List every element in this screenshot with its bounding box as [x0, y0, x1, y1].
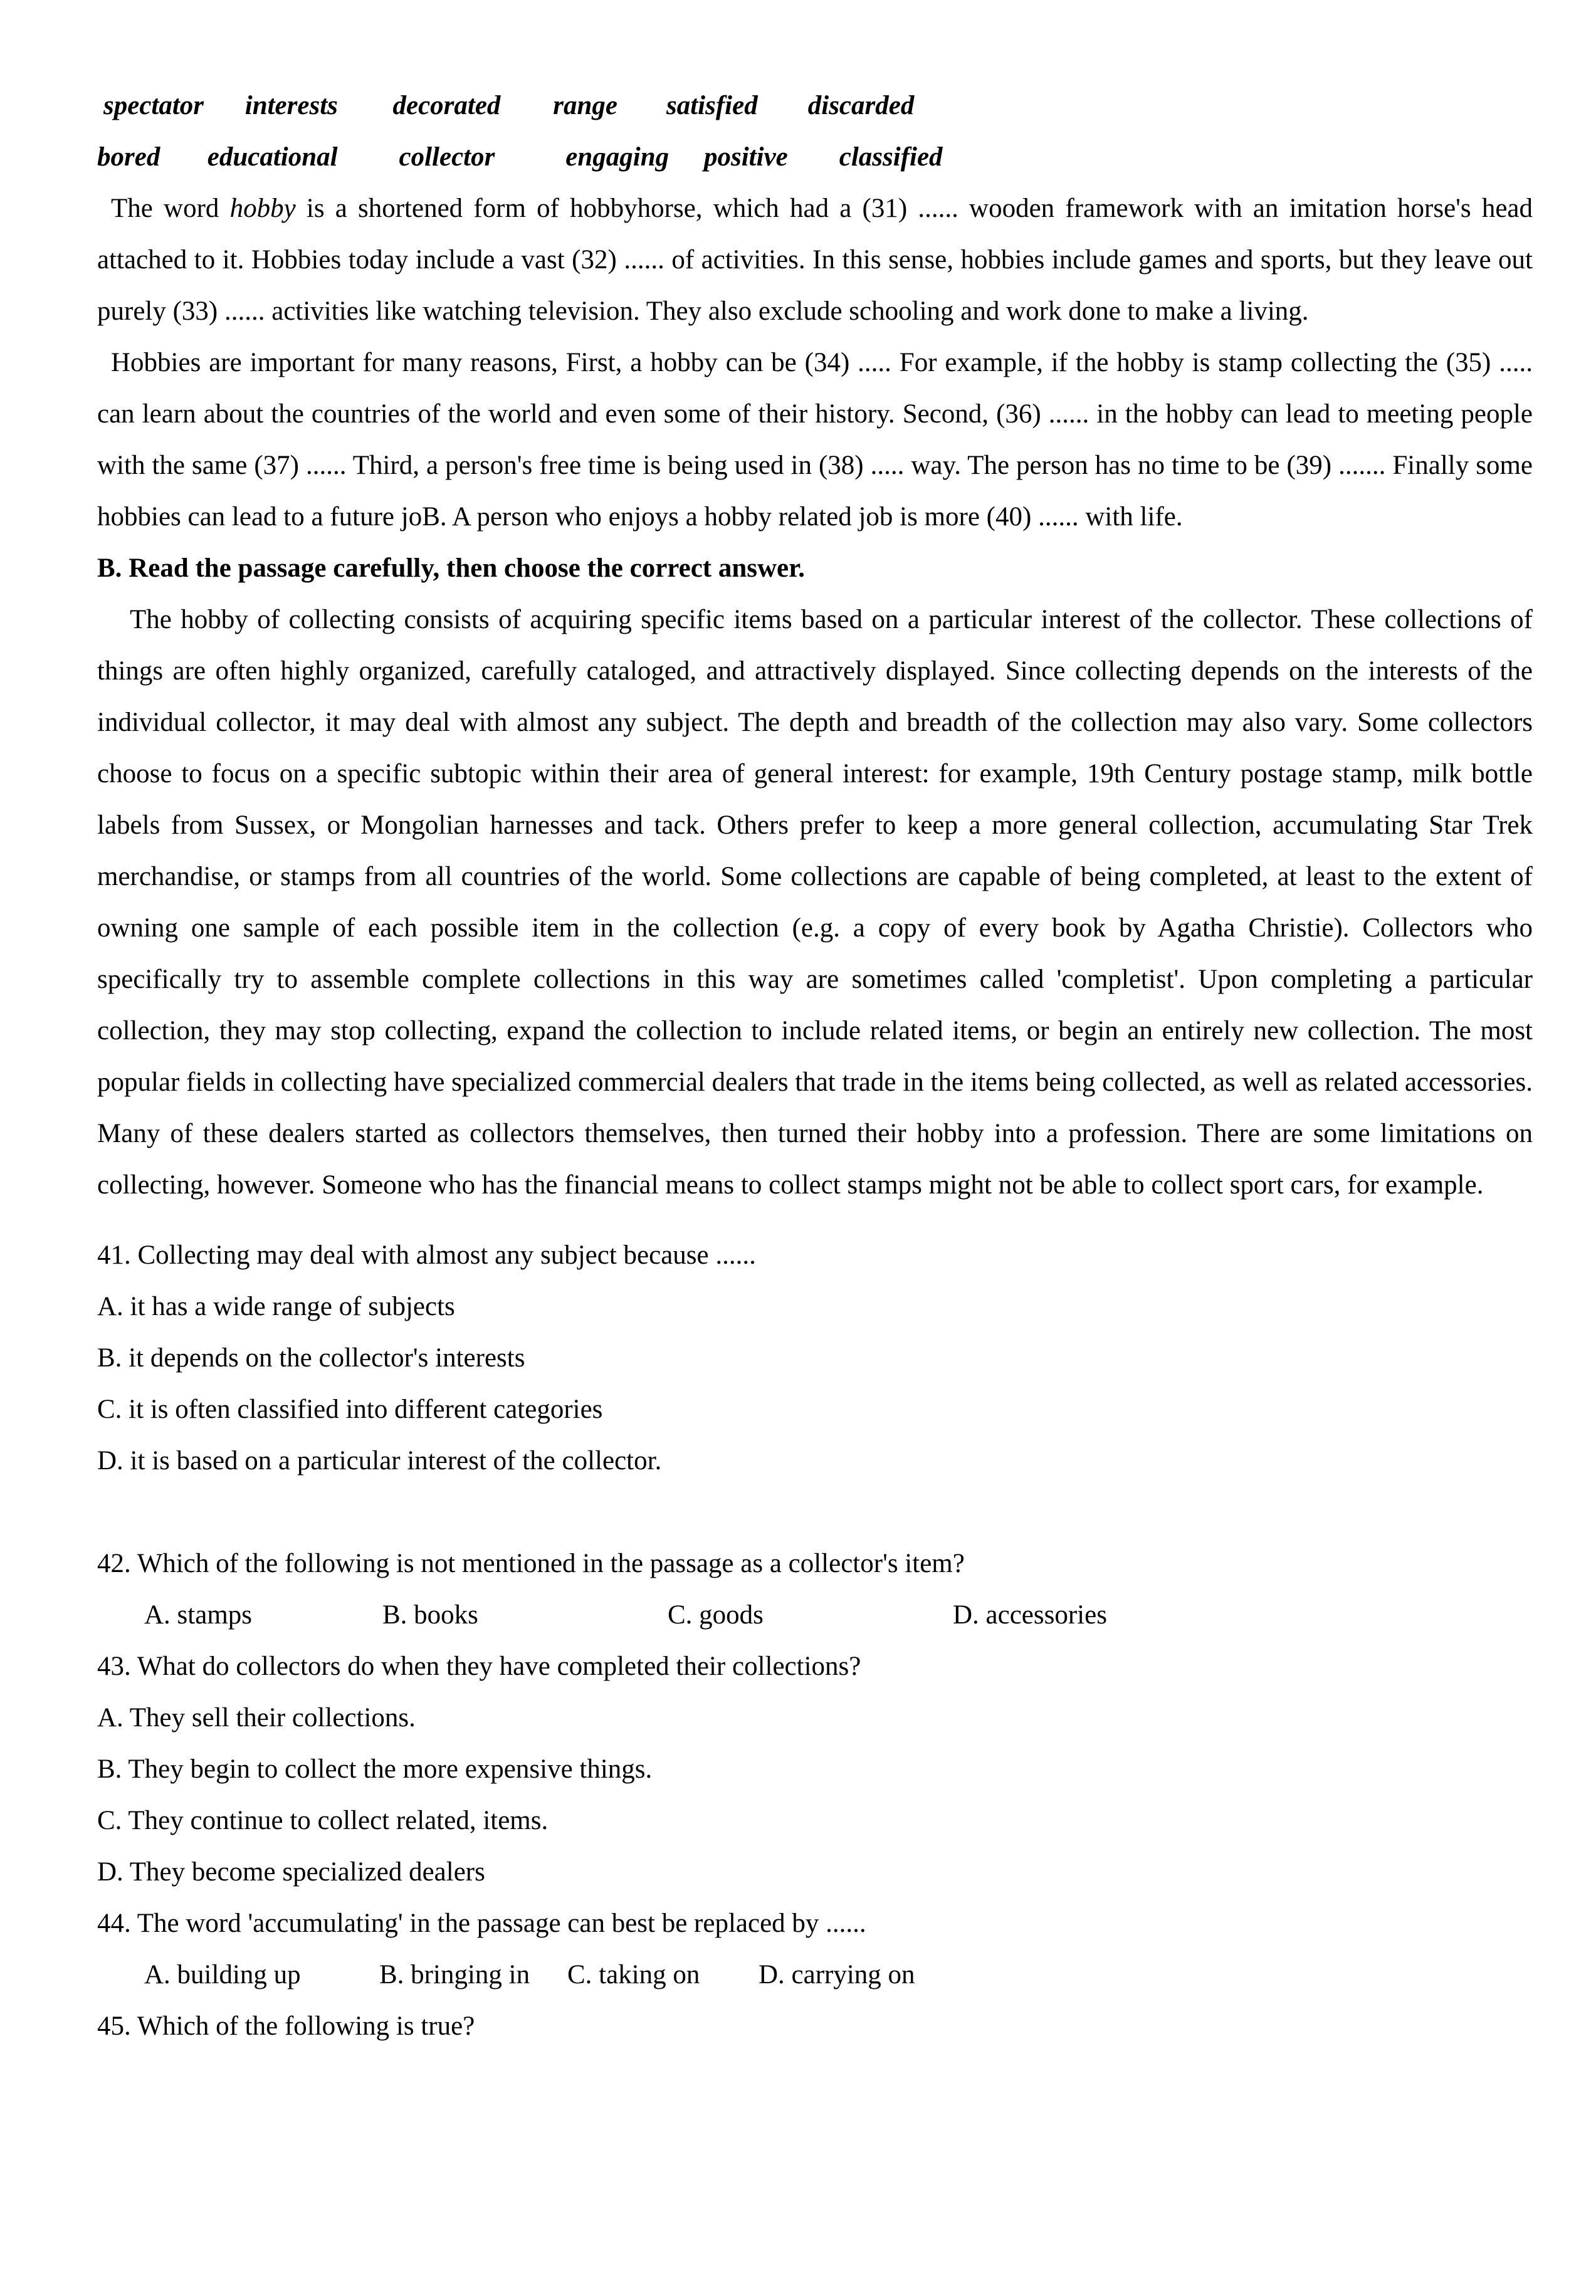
word-bank-row-1 — [97, 80, 1533, 132]
options-row — [97, 1949, 1533, 2001]
options-row — [97, 1590, 1533, 1641]
question-45 — [97, 2001, 1533, 2052]
word-bank — [97, 80, 1533, 183]
answer-option-a[interactable]: A. building up — [144, 1960, 301, 1989]
question-stem: 44. The word 'accumulating' in the passage can best be replaced by ...... — [97, 1909, 866, 1938]
word-bank-item: discarded — [807, 91, 915, 120]
word-bank-item: satisfied — [666, 91, 758, 120]
answer-option-a[interactable]: A. They sell their collections. — [97, 1703, 416, 1732]
word-bank-item: positive — [704, 142, 788, 172]
answer-option-c[interactable]: C. it is often classified into different categories — [97, 1395, 603, 1424]
section-b-passage: The hobby of collecting consists of acquiring specific items based on a particular interest of the collector. These collections of things are often highly organized, carefully cataloged, and attractively displayed. Since collecting depends on the interests of the individual collector, it may deal with almost any subject. The depth and breadth of the collection may also vary. Some collectors choose to focus on a specific subtopic within their area of general interest: for example, 19th Century postage stamp, milk bottle labels from Sussex, or Mongolian harnesses and tack. Others prefer to keep a more general collection, accumulating Star Trek merchandise, or stamps from all countries of the world. Some collections are capable of being completed, at least to the extent of owning one sample of each possible item in the collection (e.g. a copy of every book by Agatha Christie). Collectors who specifically try to assemble complete collections in this way are sometimes called 'completist'. Upon completing a particular collection, they may stop collecting, expand the collection to include related items, or begin an entirely new collection. The most popular fields in collecting have specialized commercial dealers that trade in the items being collected, as well as related accessories. Many of these dealers started as collectors themselves, then turned their hobby into a profession. There are some limitations on collecting, however. Someone who has the financial means to collect stamps might not be able to collect sport cars, for example. — [97, 605, 1533, 1200]
passage-a-paragraph-2: Hobbies are important for many reasons, First, a hobby can be (34) ..... For example, if the hobby is stamp collecting the (35) ..... can learn about the countries of the world and even some of their history. Second, (36) ...... in the hobby can lead to meeting people with the same (37) ...... Third, a person's free time is being used in (38) ..... way. The person has no time to be (39) ....... Finally some hobbies can lead to a future joB. A person who enjoys a hobby related job is more (40) ...... with life. — [97, 348, 1533, 532]
answer-option-d[interactable]: D. carrying on — [759, 1960, 915, 1989]
answer-option-b[interactable]: B. They begin to collect the more expensive things. — [97, 1754, 653, 1784]
answer-option-c[interactable]: C. taking on — [567, 1960, 700, 1989]
question-stem: 41. Collecting may deal with almost any subject because ...... — [97, 1240, 756, 1270]
answer-option-a[interactable]: A. it has a wide range of subjects — [97, 1292, 455, 1321]
question-stem: 43. What do collectors do when they have completed their collections? — [97, 1652, 861, 1681]
question-43 — [97, 1641, 1533, 1898]
question-44 — [97, 1898, 1533, 2001]
passage-a-paragraph-1 — [97, 183, 1533, 337]
answer-option-a[interactable]: A. stamps — [144, 1600, 252, 1630]
answer-option-b[interactable]: B. books — [382, 1600, 478, 1630]
passage-a-text: is a shortened form of hobbyhorse, which had a (31) ...... wooden framework with an imitation horse's head attached to it. Hobbies today include a vast (32) ...... of activities. In this sense, hobbies include games and sports, but they leave out purely (33) ...... activities like watching television. They also exclude schooling and work done to make a living. — [97, 194, 1533, 326]
answer-option-b[interactable]: B. it depends on the collector's interests — [97, 1343, 525, 1373]
answer-option-b[interactable]: B. bringing in — [379, 1960, 530, 1989]
answer-option-c[interactable]: C. They continue to collect related, items. — [97, 1806, 549, 1835]
answer-option-d[interactable]: D. accessories — [953, 1600, 1107, 1630]
question-41 — [97, 1230, 1533, 1487]
exam-page — [97, 80, 1533, 2052]
answer-option-d[interactable]: D. They become specialized dealers — [97, 1857, 485, 1887]
word-bank-item: spectator — [103, 91, 204, 120]
word-bank-item: decorated — [392, 91, 501, 120]
italic-term: hobby — [229, 194, 296, 223]
question-42 — [97, 1538, 1533, 1641]
word-bank-item: collector — [399, 142, 495, 172]
word-bank-item: interests — [244, 91, 338, 120]
answer-option-d[interactable]: D. it is based on a particular interest of the collector. — [97, 1446, 662, 1476]
spacer — [97, 1487, 1533, 1538]
passage-a-text: The word — [111, 194, 230, 223]
answer-option-c[interactable]: C. goods — [668, 1600, 764, 1630]
section-b-heading: B. Read the passage carefully, then choose the correct answer. — [97, 553, 806, 583]
word-bank-item: classified — [839, 142, 943, 172]
word-bank-item: bored — [97, 142, 160, 172]
question-stem: 45. Which of the following is true? — [97, 2011, 475, 2041]
question-stem: 42. Which of the following is not mentioned in the passage as a collector's item? — [97, 1549, 965, 1578]
word-bank-item: range — [553, 91, 617, 120]
spacer — [97, 1211, 1533, 1230]
word-bank-item: educational — [207, 142, 338, 172]
word-bank-item: engaging — [565, 142, 669, 172]
word-bank-row-2 — [97, 132, 1533, 183]
